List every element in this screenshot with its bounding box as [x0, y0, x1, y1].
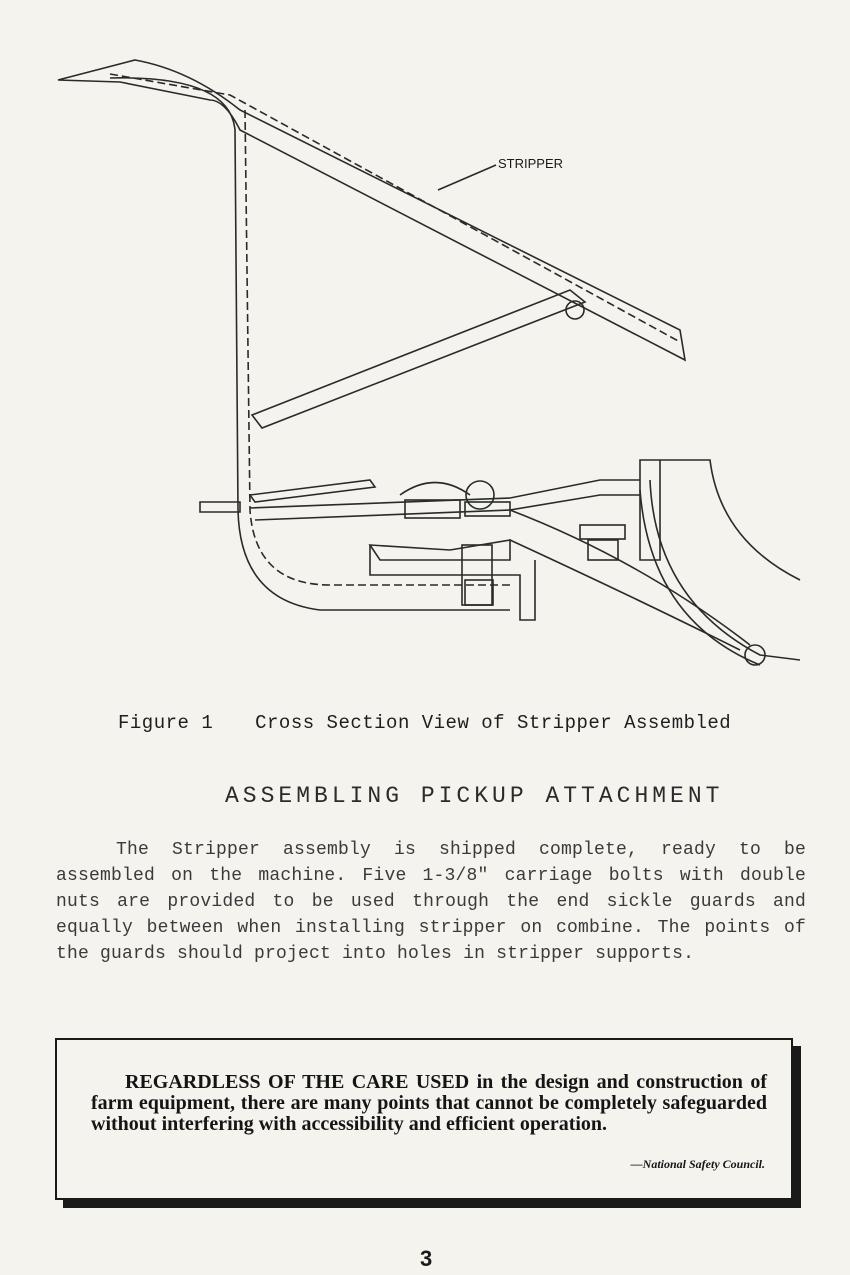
figure-caption	[118, 712, 731, 734]
figure-caption-text: Cross Section View of Stripper Assembled	[255, 712, 732, 734]
figure-number: Figure 1	[118, 712, 214, 734]
safety-notice-box	[55, 1038, 793, 1200]
instructions-paragraph: The Stripper assembly is shipped complete, ready to be assembled on the machine. Five 1-3/8" carriage bolts with double nuts are provided to be used through the end sickle guards and equally between when installing stripper on combine. The points of the guards should project into holes in stripper supports.	[56, 840, 806, 964]
safety-notice-text: REGARDLESS OF THE CARE USED in the design and construction of farm equipment, there are many points that cannot be completely safeguarded without interfering with accessibility and efficient operation.	[91, 1071, 767, 1135]
stripper-callout-label: STRIPPER	[498, 156, 564, 171]
cross-section-figure	[40, 40, 810, 690]
instructions-body	[56, 837, 806, 967]
page-number: 3	[420, 1246, 433, 1271]
stripper-cross-section-drawing	[40, 40, 810, 690]
safety-notice-source: —National Safety Council.	[630, 1157, 765, 1171]
section-heading: ASSEMBLING PICKUP ATTACHMENT	[225, 783, 724, 809]
